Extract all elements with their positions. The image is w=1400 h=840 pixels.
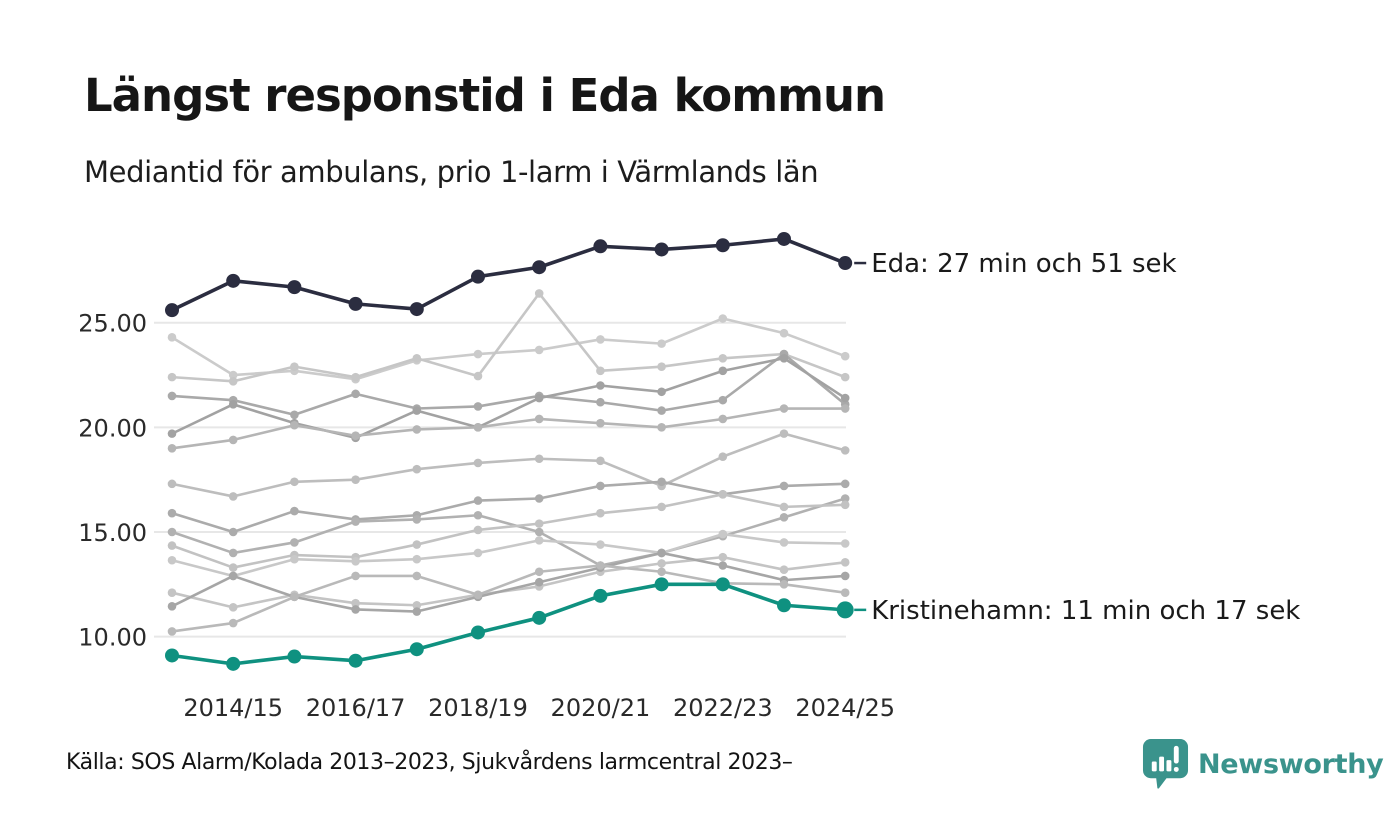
data-point [351, 605, 360, 614]
data-point [596, 335, 605, 344]
data-point [410, 302, 424, 316]
data-point [837, 601, 854, 618]
y-tick-label: 20.00 [78, 414, 147, 443]
data-point [780, 354, 789, 363]
data-point [413, 425, 422, 434]
data-point [719, 354, 728, 363]
data-point [716, 577, 730, 591]
data-point [596, 398, 605, 407]
page-title: Längst responstid i Eda kommun [84, 69, 886, 122]
page-subtitle: Mediantid för ambulans, prio 1-larm i Värmlands län [84, 155, 819, 189]
data-point [657, 477, 666, 486]
x-tick-label: 2018/19 [428, 694, 528, 722]
data-point [168, 392, 177, 401]
series-line-other-01 [172, 319, 845, 380]
data-point [719, 452, 728, 461]
data-point [413, 572, 422, 581]
data-point [474, 549, 483, 558]
data-point [838, 256, 852, 270]
data-point [535, 415, 544, 424]
data-point [841, 480, 850, 489]
data-point [413, 354, 422, 363]
data-point [841, 373, 850, 382]
data-point [596, 367, 605, 376]
x-tick-label: 2022/23 [672, 694, 773, 722]
data-point [229, 528, 238, 537]
data-point [168, 480, 177, 489]
series-line-eda [172, 239, 845, 310]
data-point [474, 590, 483, 599]
data-point [351, 373, 360, 382]
y-tick-label: 10.00 [78, 623, 147, 652]
data-point [719, 553, 728, 562]
data-point [165, 303, 179, 317]
data-point [535, 519, 544, 528]
data-point [841, 572, 850, 581]
data-point [168, 333, 177, 342]
y-tick-label: 25.00 [78, 309, 147, 338]
data-point [535, 528, 544, 537]
data-point [229, 492, 238, 501]
data-point [780, 513, 789, 522]
data-point [535, 536, 544, 545]
data-point [532, 260, 546, 274]
newsworthy-pin-icon [1142, 738, 1189, 790]
data-point [287, 280, 301, 294]
data-point [657, 549, 666, 558]
data-point [290, 421, 299, 430]
data-point [780, 404, 789, 413]
data-point [780, 429, 789, 438]
data-point [229, 563, 238, 572]
x-tick-label: 2024/25 [795, 694, 896, 722]
data-point [655, 577, 669, 591]
data-point [351, 475, 360, 484]
data-point [719, 561, 728, 570]
data-point [413, 465, 422, 474]
data-point [474, 526, 483, 535]
data-point [351, 517, 360, 526]
data-point [351, 557, 360, 566]
data-point [290, 555, 299, 564]
series-line-other-09 [172, 494, 845, 567]
data-point [655, 242, 669, 256]
series-line-kristinehamn [172, 584, 845, 664]
data-point [657, 387, 666, 396]
data-point [474, 459, 483, 468]
data-point [535, 394, 544, 403]
data-point [657, 362, 666, 371]
data-point [841, 558, 850, 567]
data-point [168, 429, 177, 438]
data-point [596, 509, 605, 518]
data-point [719, 396, 728, 405]
data-point [290, 410, 299, 419]
data-point [474, 423, 483, 432]
data-point [657, 559, 666, 568]
data-point [168, 373, 177, 382]
data-point [229, 400, 238, 409]
y-tick-label: 15.00 [78, 519, 147, 547]
data-point [290, 538, 299, 547]
data-point [780, 565, 789, 574]
data-point [290, 362, 299, 371]
data-point [657, 503, 666, 512]
data-point [351, 431, 360, 440]
data-point [535, 289, 544, 298]
series-line-other-02 [172, 293, 845, 381]
data-point [290, 507, 299, 516]
data-point [719, 530, 728, 539]
data-point [593, 589, 607, 603]
data-point [351, 572, 360, 581]
data-point [535, 567, 544, 576]
series-end-label: Kristinehamn: 11 min och 17 sek [871, 595, 1301, 626]
data-point [413, 515, 422, 524]
data-point [349, 654, 363, 668]
data-point [596, 561, 605, 570]
data-point [657, 423, 666, 432]
series-line-other-03 [172, 354, 845, 415]
data-point [410, 642, 424, 656]
data-point [351, 390, 360, 399]
data-point [841, 404, 850, 413]
data-point [168, 444, 177, 453]
series-line-other-06 [172, 434, 845, 497]
series-line-other-04 [172, 358, 845, 438]
data-point [474, 511, 483, 520]
data-point [413, 540, 422, 549]
data-point [719, 314, 728, 323]
data-point [780, 482, 789, 491]
data-point [168, 556, 177, 565]
data-point [777, 598, 791, 612]
data-point [471, 270, 485, 284]
data-point [168, 509, 177, 518]
data-point [290, 477, 299, 486]
data-point [657, 339, 666, 348]
data-point [474, 350, 483, 359]
newsworthy-logo-text: Newsworthy [1198, 748, 1384, 780]
series-line-other-05 [172, 409, 845, 449]
data-point [593, 239, 607, 253]
data-point [780, 538, 789, 547]
series-end-label: Eda: 27 min och 51 sek [871, 249, 1177, 280]
data-point [535, 494, 544, 503]
newsworthy-logo[interactable] [1142, 738, 1383, 790]
x-tick-label: 2020/21 [550, 694, 651, 722]
data-point [841, 446, 850, 455]
data-point [596, 540, 605, 549]
data-point [474, 402, 483, 411]
data-point [168, 528, 177, 537]
data-point [780, 580, 789, 589]
data-point [229, 549, 238, 558]
data-point [168, 602, 177, 611]
data-point [229, 572, 238, 581]
data-point [349, 297, 363, 311]
data-point [596, 419, 605, 428]
data-point [841, 394, 850, 403]
data-point [229, 377, 238, 386]
data-point [657, 567, 666, 576]
data-point [287, 650, 301, 664]
data-point [474, 372, 483, 381]
data-point [229, 436, 238, 445]
data-point [168, 627, 177, 636]
data-point [841, 352, 850, 361]
data-point [290, 593, 299, 602]
x-tick-label: 2016/17 [305, 694, 406, 722]
data-point [777, 232, 791, 246]
data-point [165, 648, 179, 662]
data-point [168, 541, 177, 550]
data-point [535, 578, 544, 587]
source-note: Källa: SOS Alarm/Kolada 2013–2023, Sjukvårdens larmcentral 2023– [66, 750, 793, 775]
data-point [229, 619, 238, 628]
data-point [596, 482, 605, 491]
data-point [226, 274, 240, 288]
data-point [719, 367, 728, 376]
x-tick-label: 2014/15 [183, 694, 284, 722]
data-point [471, 625, 485, 639]
data-point [841, 500, 850, 509]
data-point [596, 381, 605, 390]
data-point [413, 406, 422, 415]
data-point [719, 490, 728, 499]
data-point [168, 588, 177, 597]
data-point [716, 238, 730, 252]
data-point [229, 603, 238, 612]
data-point [413, 555, 422, 564]
data-point [780, 329, 789, 338]
data-point [657, 406, 666, 415]
data-point [532, 611, 546, 625]
data-point [474, 496, 483, 505]
data-point [596, 457, 605, 466]
data-point [841, 539, 850, 548]
data-point [413, 607, 422, 616]
data-point [226, 657, 240, 671]
data-point [535, 454, 544, 463]
data-point [535, 346, 544, 355]
data-point [841, 588, 850, 597]
data-point [719, 415, 728, 424]
data-point [780, 503, 789, 512]
